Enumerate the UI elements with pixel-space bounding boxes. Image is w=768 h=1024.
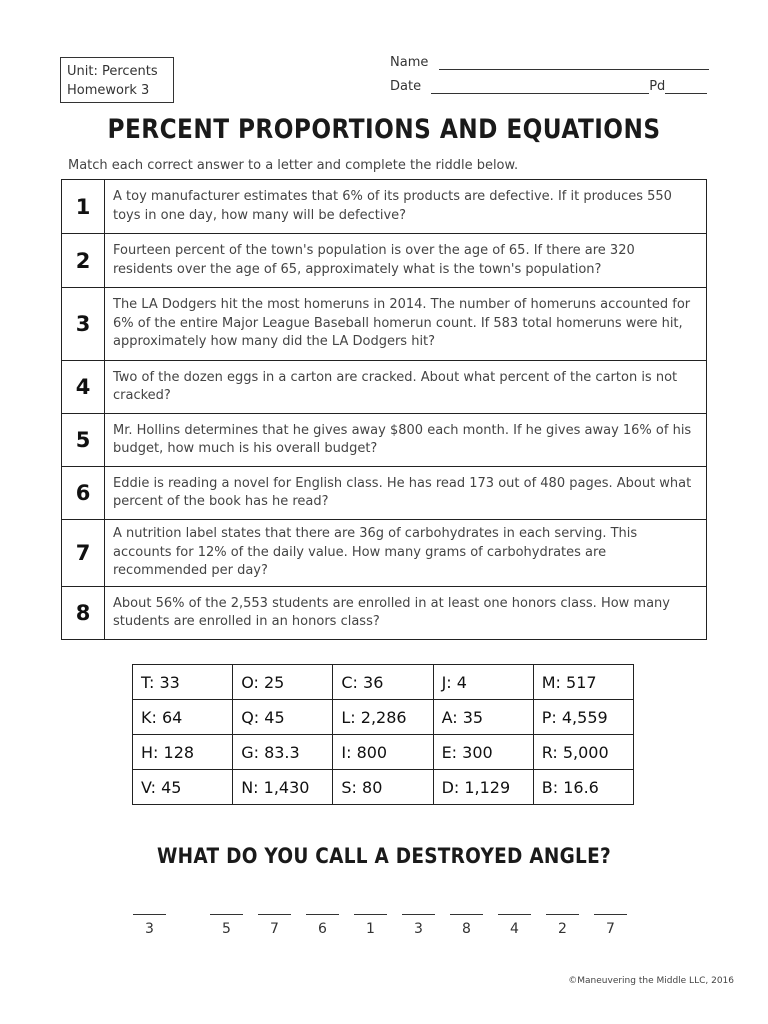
answer-key-cell: S: 80 [333,770,433,805]
blank-number: 1 [366,921,375,937]
answer-key-cell: D: 1,129 [433,770,533,805]
answer-key-cell: E: 300 [433,735,533,770]
problem-text: A nutrition label states that there are 36g of carbohydrates in each serving. This accounts for 12% of the daily value. How many grams of carbohydrates are recommended per day? [105,520,707,587]
name-field[interactable] [439,56,709,70]
answer-key-cell: L: 2,286 [333,700,433,735]
problems-table [61,179,707,640]
problem-row [62,180,707,234]
problem-row [62,288,707,361]
copyright-footer: ©Maneuvering the Middle LLC, 2016 [568,976,734,986]
blank-line[interactable] [258,906,291,915]
answer-key-row [133,735,634,770]
answer-key-row [133,770,634,805]
answer-blank[interactable] [402,906,435,937]
pd-label: Pd [649,79,666,94]
problem-number: 2 [62,234,105,288]
blank-line[interactable] [450,906,483,915]
blank-line[interactable] [210,906,243,915]
blank-line[interactable] [402,906,435,915]
blank-number: 8 [462,921,471,937]
problem-number: 3 [62,288,105,361]
answer-blank[interactable] [546,906,579,937]
answer-key-cell: H: 128 [133,735,233,770]
problem-text: About 56% of the 2,553 students are enrolled in at least one honors class. How many students are enrolled in an honors class? [105,587,707,640]
blank-number: 3 [145,921,154,937]
name-label: Name [390,55,429,70]
blank-line[interactable] [594,906,627,915]
problem-text: Two of the dozen eggs in a carton are cracked. About what percent of the carton is not cracked? [105,361,707,414]
answer-key-cell: O: 25 [233,665,333,700]
blank-number: 6 [318,921,327,937]
answer-key-cell: M: 517 [533,665,633,700]
date-field[interactable] [431,80,649,94]
blank-number: 4 [510,921,519,937]
blank-number: 3 [414,921,423,937]
answer-key-cell: J: 4 [433,665,533,700]
problem-text: Eddie is reading a novel for English class. He has read 173 out of 480 pages. About what percent of the book has he read? [105,467,707,520]
answer-blank[interactable] [133,906,166,937]
unit-box [60,57,174,103]
answer-blank[interactable] [306,906,339,937]
answer-key-cell: T: 33 [133,665,233,700]
problem-row [62,587,707,640]
answer-key-cell: V: 45 [133,770,233,805]
problem-number: 4 [62,361,105,414]
unit-label: Unit: Percents [67,64,158,79]
answer-blank[interactable] [594,906,627,937]
problem-text: Mr. Hollins determines that he gives away $800 each month. If he gives away 16% of his budget, how much is his overall budget? [105,414,707,467]
answer-blank[interactable] [210,906,243,937]
answer-key-cell: A: 35 [433,700,533,735]
blank-number: 2 [558,921,567,937]
answer-key-cell: C: 36 [333,665,433,700]
problem-number: 6 [62,467,105,520]
answer-key-cell: P: 4,559 [533,700,633,735]
problem-number: 7 [62,520,105,587]
answer-key-cell: R: 5,000 [533,735,633,770]
problem-text: Fourteen percent of the town's population is over the age of 65. If there are 320 residents over the age of 65, approximately what is the town's population? [105,234,707,288]
problem-text: A toy manufacturer estimates that 6% of its products are defective. If it produces 550 toys in one day, how many will be defective? [105,180,707,234]
blank-number: 5 [222,921,231,937]
riddle-answer-blanks [0,906,768,946]
date-label: Date [390,79,422,94]
answer-blank[interactable] [498,906,531,937]
answer-key-cell: B: 16.6 [533,770,633,805]
blank-line[interactable] [133,906,166,915]
answer-blank[interactable] [450,906,483,937]
problem-row [62,414,707,467]
date-row [390,79,707,94]
problem-row [62,234,707,288]
blank-line[interactable] [546,906,579,915]
answer-key-cell: G: 83.3 [233,735,333,770]
answer-key-cell: I: 800 [333,735,433,770]
blank-line[interactable] [498,906,531,915]
answer-key-cell: N: 1,430 [233,770,333,805]
problem-number: 1 [62,180,105,234]
answer-blank[interactable] [258,906,291,937]
problem-row [62,467,707,520]
problem-row [62,520,707,587]
answer-key-cell: K: 64 [133,700,233,735]
answer-key-row [133,665,634,700]
name-row [390,55,709,70]
blank-number: 7 [606,921,615,937]
answer-key-row [133,700,634,735]
riddle-question: WHAT DO YOU CALL A DESTROYED ANGLE? [157,844,611,868]
pd-field[interactable] [665,80,707,94]
homework-label: Homework 3 [67,83,150,98]
problem-row [62,361,707,414]
answer-blank[interactable] [354,906,387,937]
blank-number: 7 [270,921,279,937]
problem-number: 5 [62,414,105,467]
page-title: PERCENT PROPORTIONS AND EQUATIONS [107,114,661,145]
problem-text: The LA Dodgers hit the most homeruns in 2014. The number of homeruns accounted for 6% of the entire Major League Baseball homerun count. If 583 total homeruns were hit, approximately how many did the LA Dodgers hit? [105,288,707,361]
blank-line[interactable] [306,906,339,915]
instructions: Match each correct answer to a letter and complete the riddle below. [68,158,519,173]
blank-line[interactable] [354,906,387,915]
answer-key-table [132,664,634,805]
problem-number: 8 [62,587,105,640]
answer-key-cell: Q: 45 [233,700,333,735]
